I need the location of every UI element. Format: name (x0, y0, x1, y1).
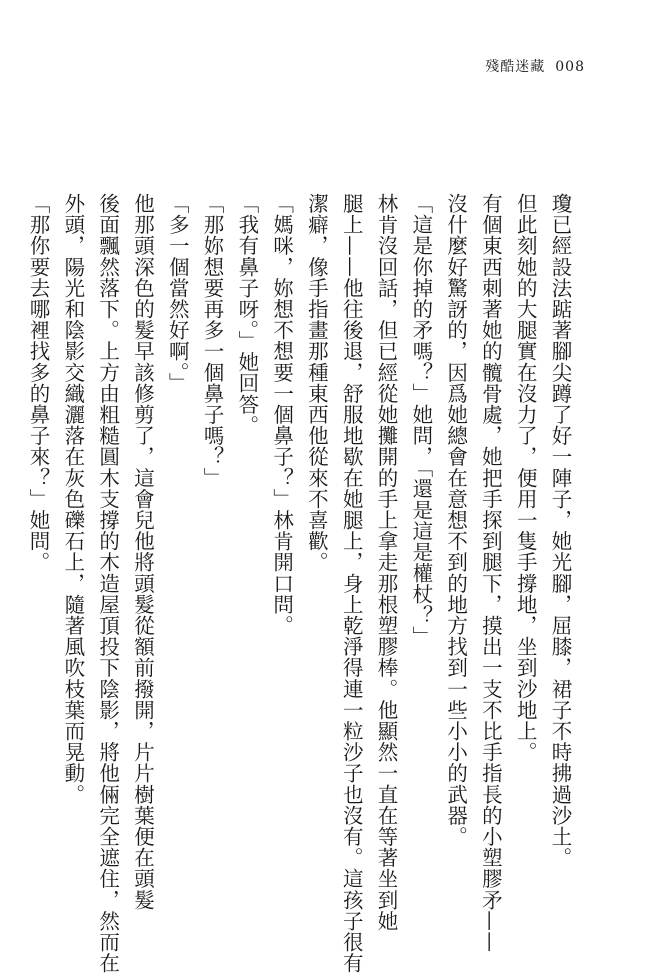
text-line: 外頭，陽光和陰影交織灑落在灰色礫石上，隨著風吹枝葉而晃動。 (60, 193, 85, 805)
running-header (485, 56, 585, 76)
text-line: 「那妳想要再多一個鼻子嗎？」 (200, 193, 225, 489)
text-line: 「多一個當然好啊。」 (165, 193, 190, 394)
text-line: 他那頭深色的髮早該修剪了，這會兒他將頭髮從額前撥開，片片樹葉便在頭髮 (130, 193, 155, 911)
text-line: 沒什麼好驚訝的，因爲她總會在意想不到的地方找到一些小小的武器。 (443, 193, 468, 848)
book-title: 殘酷迷藏 (485, 59, 546, 75)
page-number: 008 (555, 59, 585, 75)
text-line: 潔癖，像手指畫那種東西他從來不喜歡。 (304, 193, 329, 573)
text-line: 林肯沒回話，但已經從她攤開的手上拿走那根塑膠棒。他顯然一直在等著坐到她 (374, 193, 399, 932)
text-line: 後面飄然落下。上方由粗糙圓木支撐的木造屋頂投下陰影，將他倆完全遮住，然而在 (95, 193, 120, 974)
text-line: 有個東西刺著她的髖骨處，她把手探到腿下，摸出一支不比手指長的小塑膠矛—— (478, 193, 503, 953)
text-line: 「這是你掉的矛嗎？」她問，「還是這是權杖？」 (408, 193, 433, 647)
text-line: 瓊已經設法踮著腳尖蹲了好一陣子，她光腳，屈膝，裙子不時拂過沙土。 (548, 193, 572, 869)
text-line: 「我有鼻子呀。」她回答。 (234, 193, 259, 436)
text-line: 「那你要去哪裡找多的鼻子來？」她問。 (26, 193, 51, 573)
text-line: 腿上——他往後退，舒服地歇在她腿上，身上乾淨得連一粒沙子也沒有。這孩子很有 (339, 193, 364, 974)
text-line: 「媽咪，妳想不想要一個鼻子？」林肯開口問。 (269, 193, 294, 637)
body-text (20, 193, 577, 974)
text-line: 但此刻她的大腿實在沒力了，便用一隻手撐地，坐到沙地上。 (513, 193, 538, 763)
